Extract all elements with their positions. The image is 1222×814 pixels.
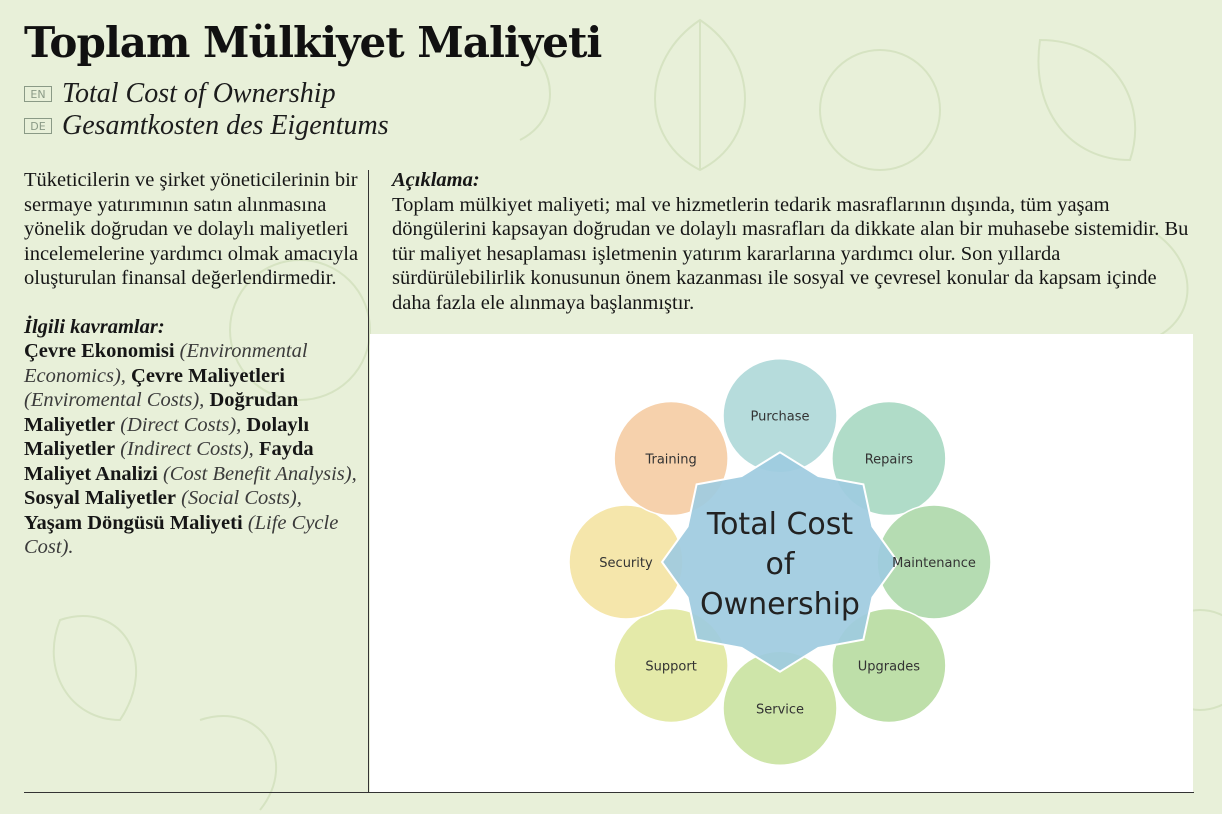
related-term: Fayda Maliyet Analizi (24, 438, 314, 485)
center-title-line: Ownership (700, 587, 860, 622)
related-term-english: (Enviromental Costs), (24, 389, 205, 411)
related-term: Dolaylı Maliyetler (24, 413, 310, 460)
cycle-node-label: Training (645, 452, 697, 468)
related-term: Çevre Maliyetleri (131, 364, 285, 387)
center-title-line: of (765, 547, 795, 582)
definition-text: Tüketicilerin ve şirket yöneticilerinin bir sermaye yatırımının satın alınmasına yönelik doğrudan ve dolaylı maliyetleri incelemelerine yardımcı olmak amacıyla oluşturulan finansal değerlendirmedir. (24, 169, 359, 289)
explanation-section (392, 168, 1192, 315)
center-title-line: Total Cost (706, 507, 854, 542)
cycle-node-label: Purchase (750, 409, 810, 425)
german-term: Gesamtkosten des Eigentums (62, 110, 389, 141)
left-column (24, 168, 359, 560)
cycle-node-label: Upgrades (857, 659, 921, 675)
english-term: Total Cost of Ownership (62, 78, 336, 109)
cycle-node-label: Service (755, 702, 805, 718)
english-translation (24, 78, 336, 110)
related-term-english: (Indirect Costs), (120, 438, 254, 460)
cycle-node-label: Security (599, 556, 653, 571)
column-divider (368, 170, 369, 792)
german-translation (24, 110, 389, 142)
cycle-node-label: Maintenance (892, 556, 976, 571)
related-term: Yaşam Döngüsü Maliyeti (24, 511, 243, 534)
explanation-text: Toplam mülkiyet maliyeti; mal ve hizmetlerin tedarik masraflarının dışında, tüm yaşam döngülerini kapsayan doğrudan ve dolaylı masrafları da dikkate alan bir muhasebe sistemidir. Bu tür maliyet hesaplaması işletmenin yatırım kararlarına yardımcı olur. Son yıllarda sürdürülebilirlik konusunun önem kazanması ile sosyal ve çevresel konular da kapsam içinde daha fazla ele alınmaya başlanmıştır. (392, 193, 1189, 314)
related-concepts-list (24, 339, 359, 560)
en-language-tag: EN (24, 86, 52, 102)
tco-diagram-figure (370, 334, 1193, 792)
related-term: Doğrudan Maliyetler (24, 389, 299, 436)
cycle-node-label: Repairs (864, 452, 914, 468)
related-term: Sosyal Maliyetler (24, 487, 177, 509)
related-term-english: (Cost Benefit Analysis), (162, 462, 357, 485)
related-term-english: (Environmental Economics), (24, 340, 308, 387)
cycle-node-label: Support (645, 659, 697, 675)
related-term-english: (Direct Costs), (120, 413, 242, 436)
related-concepts-heading: İlgili kavramlar: (24, 315, 165, 338)
page-title: Toplam Mülkiyet Maliyeti (24, 18, 602, 67)
de-language-tag: DE (24, 118, 52, 134)
related-term: Çevre Ekonomisi (24, 340, 175, 362)
related-term-english: (Life Cycle Cost). (24, 511, 339, 558)
explanation-heading: Açıklama: (392, 169, 480, 191)
tco-diagram (370, 334, 1193, 792)
related-term-english: (Social Costs), (181, 487, 302, 509)
bottom-rule (24, 792, 1194, 793)
